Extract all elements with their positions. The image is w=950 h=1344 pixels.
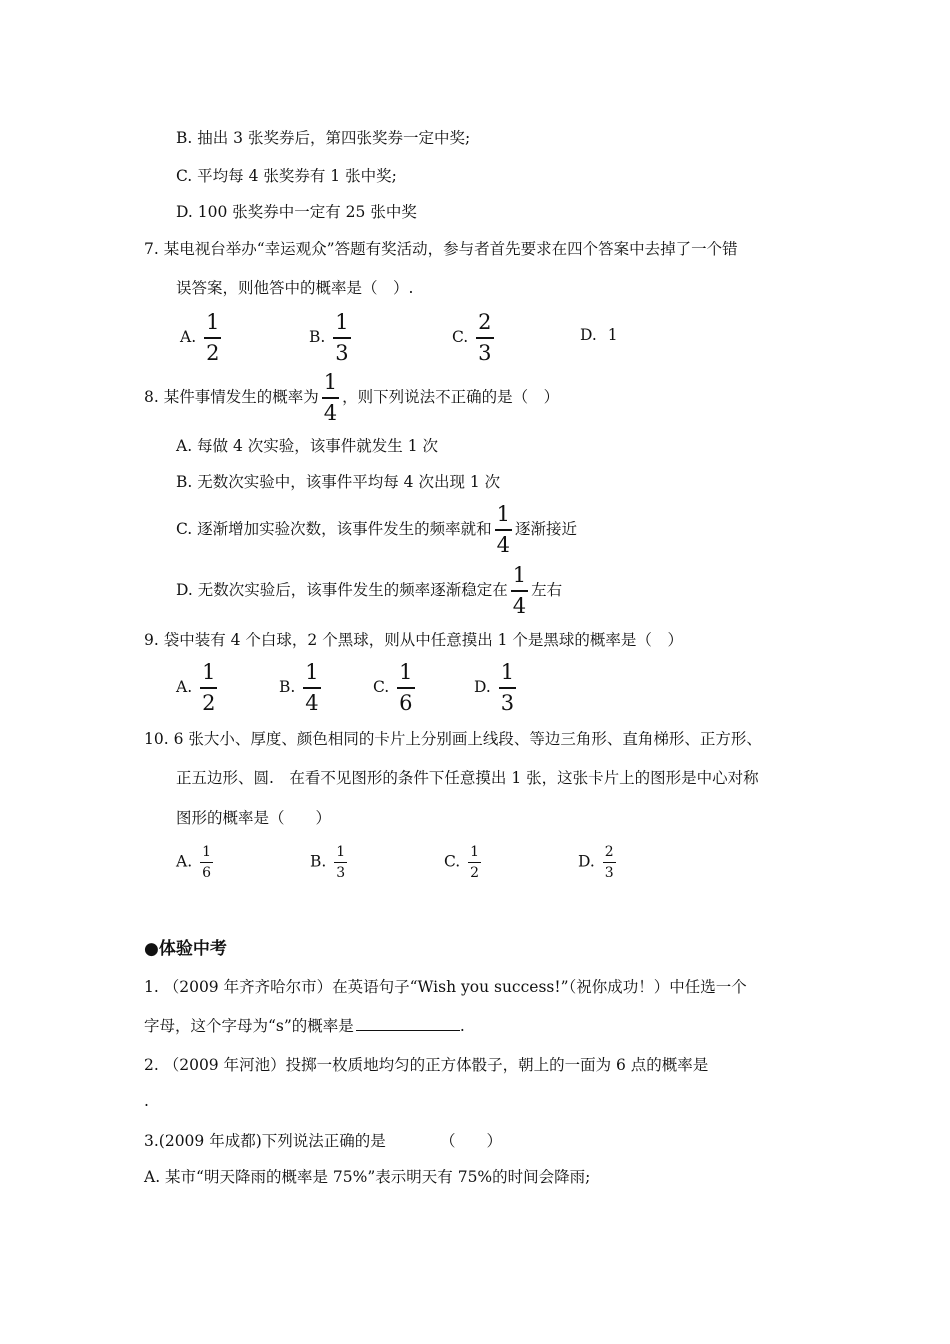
fraction: $\frac{1}{4}$ [305,660,319,715]
q7-stem-line2: 误答案，则他答中的概率是（ ）. [176,279,414,297]
q6-option-d: D. 100 张奖券中一定有 25 张中奖 [176,203,417,221]
q9-option-c [373,662,418,714]
q10-option-a [176,845,216,880]
fraction: $\frac{1}{3}$ [336,844,346,882]
option-label: B. [279,677,296,696]
fraction: $\frac{2}{3}$ [604,844,614,882]
fraction: $\frac{1}{3}$ [335,310,349,365]
q10-stem-line2: 正五边形、圆. 在看不见图形的条件下任意摸出 1 张，这张卡片上的图形是中心对称 [176,769,759,787]
fraction: $\frac{2}{3}$ [478,310,492,365]
fraction: $\frac{1}{2}$ [206,310,220,365]
option-label: C. [373,677,390,696]
answer-blank [356,1014,460,1031]
q7-option-c [452,312,497,364]
q9-option-d [474,662,519,714]
q7-option-d [580,326,618,344]
option-label: B. [310,852,327,871]
fraction: $\frac{1}{2}$ [470,844,480,882]
option-label: D. [474,677,491,696]
q7-option-a [180,312,224,364]
fraction: $\frac{1}{6}$ [202,844,211,882]
exam-q3-option-a: A. 某市“明天降雨的概率是 75%”表示明天有 75%的时间会降雨; [144,1168,591,1186]
exam-q2-line1: 2. （2009 年河池）投掷一枚质地均匀的正方体骰子，朝上的一面为 6 点的概率是 [144,1056,709,1074]
q8-stem: 8. 某件事情发生的概率为 $\frac{1}{4}$ ，则下列说法不正确的是（ ） [144,370,560,425]
option-label: A. [180,327,197,346]
option-label: A. [176,677,193,696]
q7-stem-line1: 7. 某电视台举办“幸运观众”答题有奖活动，参与者首先要求在四个答案中去掉了一个错 [144,240,738,258]
fraction: $\frac{1}{4}$ [512,563,527,618]
q6-option-b: B. 抽出 3 张奖券后，第四张奖券一定中奖; [176,129,471,147]
q10-stem-line1: 10. 6 张大小、厚度、颜色相同的卡片上分别画上线段、等边三角形、直角梯形、正方形、 [144,730,762,748]
fraction: $\frac{1}{3}$ [500,660,515,715]
option-label: C. [452,327,469,346]
q9-option-b [279,662,324,714]
option-value: 1 [607,326,618,344]
q8-option-d: D. 无数次实验后，该事件发生的频率逐渐稳定在 $\frac{1}{4}$ 左右 [176,563,563,618]
q7-option-b [309,312,354,364]
exam-q2-line2: . [144,1092,149,1110]
q10-stem-line3: 图形的概率是（ ） [176,809,332,827]
fraction: $\frac{1}{4}$ [496,502,511,557]
section-title: ●体验中考 [144,939,227,959]
q8-option-b: B. 无数次实验中，该事件平均每 4 次出现 1 次 [176,473,501,491]
option-label: C. [444,852,461,871]
exam-q3-stem: 3.(2009 年成都)下列说法正确的是 （ ） [144,1132,503,1150]
q10-option-d [578,845,619,880]
exam-q1-line2: 字母，这个字母为“s”的概率是 . [144,1014,465,1036]
q9-option-a [176,662,220,714]
option-label: D. [580,326,597,344]
q8-option-c: C. 逐渐增加实验次数，该事件发生的频率就和 $\frac{1}{4}$ 逐渐接近 [176,502,578,557]
q9-stem: 9. 袋中装有 4 个白球，2 个黑球，则从中任意摸出 1 个是黑球的概率是（ ） [144,631,683,649]
q10-option-b [310,845,350,880]
q8-option-a: A. 每做 4 次实验，该事件就发生 1 次 [176,437,438,455]
fraction: $\frac{1}{6}$ [399,660,413,715]
q10-option-c [444,845,484,880]
q6-option-c: C. 平均每 4 张奖券有 1 张中奖; [176,167,397,185]
fraction: $\frac{1}{2}$ [202,660,216,715]
option-label: A. [176,852,193,871]
exam-q1-line1: 1. （2009 年齐齐哈尔市）在英语句子“Wish you success!”（祝你成功！）中任选一个 [144,978,747,996]
option-label: B. [309,327,326,346]
fraction: $\frac{1}{4}$ [323,370,338,425]
option-label: D. [578,852,595,871]
